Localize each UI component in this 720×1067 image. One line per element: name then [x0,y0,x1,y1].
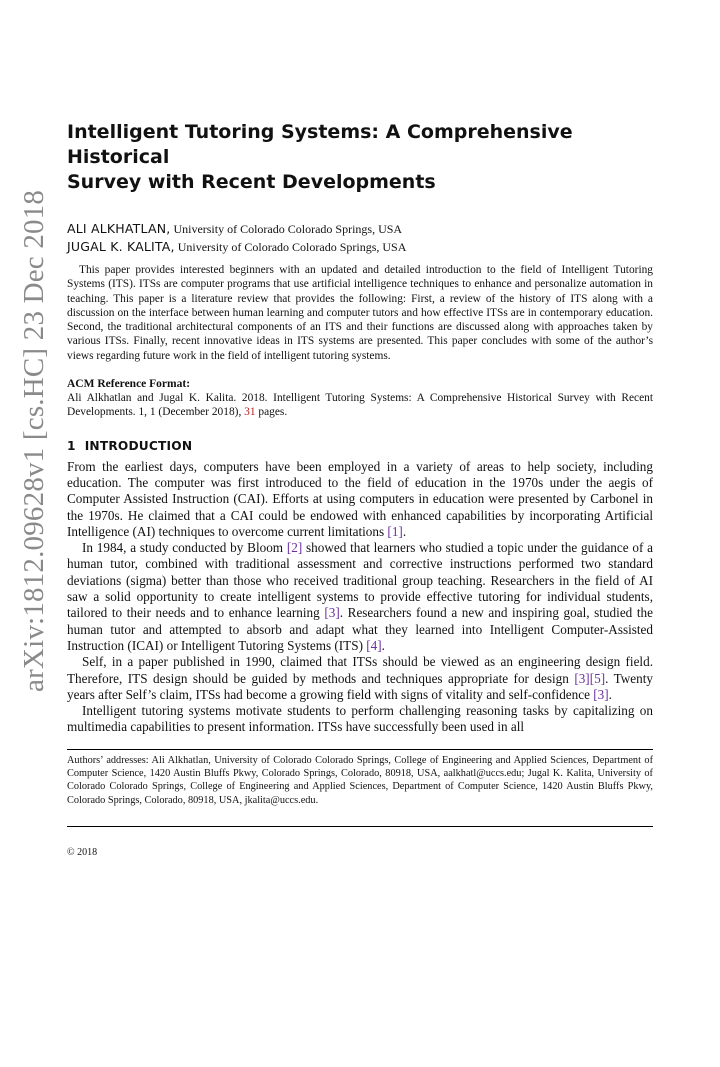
author-2 [67,238,653,256]
paragraph-1-text: From the earliest days, computers have been employed in a variety of areas to help society, including education. The computer was first introduced to the field of education in the 1970s under the aegis of Computer Assisted Instruction (CAI). Efforts at using computers in education were presented by Carbonel in the 1970s. He claimed that a CAI could be endowed with enhanced capabilities by incorporating Artificial Intelligence (AI) techniques to overcome current limitations [67,458,653,539]
author-2-affiliation: University of Colorado Colorado Springs, USA [174,240,407,254]
acm-citation-end: pages. [255,406,288,419]
section-heading [67,439,653,453]
citation-link[interactable]: [1] [387,523,403,539]
abstract: This paper provides interested beginners with an updated and detailed introduction to the field of Intelligent Tutoring Systems (ITS). ITSs are computer programs that use artificial intelligence techniques to enhance and personalize automation in teaching. This paper is a literature review that provides the following: First, a review of the history of ITS along with a discussion on the interface between human learning and computer tutors and how effective ITSs are in contemporary education. Second, the traditional architectural components of an ITS and their functions are discussed along with approaches taken by various ITSs. Finally, recent innovative ideas in ITS systems are presented. This paper concludes with some of the author’s views regarding future work in the field of intelligent tutoring systems. [67,264,653,362]
title-line-2: Survey with Recent Developments [67,171,436,193]
page-count-link[interactable]: 31 [244,406,256,419]
paragraph-2-end: . [381,637,385,653]
title-line-1: Intelligent Tutoring Systems: A Comprehensive Historical [67,121,573,168]
author-2-name: JUGAL K. KALITA, [67,239,175,254]
paragraph-3-end: . [608,686,612,702]
introduction-body [67,459,653,736]
author-1-affiliation: University of Colorado Colorado Springs, USA [170,222,403,236]
copyright-notice: © 2018 [67,846,98,858]
paragraph-4: Intelligent tutoring systems motivate students to perform challenging reasoning tasks by capitalizing on multimedia capabilities to present information. ITSs have successfully been used in all [67,703,653,735]
author-1-name: ALI ALKHATLAN, [67,221,171,236]
paper-page [67,120,653,858]
paragraph-1 [67,459,653,540]
paper-title [67,120,653,195]
acm-reference-text [67,391,653,420]
paragraph-2 [67,540,653,654]
acm-citation: Ali Alkhatlan and Jugal K. Kalita. 2018. Intelligent Tutoring Systems: A Comprehensive Historical Survey with Recent Developments. 1, 1 (December 2018), [67,392,653,419]
bottom-divider [67,826,653,827]
paragraph-2-text: showed that learners who studied a topic under the guidance of a human tutor, combined with traditional assessment and corrective instructions performed two standard deviations (sigma) better than those who received traditional group teaching. Researchers in the field of AI saw a solid opportunity to create intelligent systems to provide effective tutoring for individual students, tailored to their needs and to enhance learning [67,540,653,621]
citation-link[interactable]: [4] [366,637,382,653]
acm-reference-heading: ACM Reference Format: [67,378,191,391]
section-number: 1 [67,438,76,453]
citation-link[interactable]: [3] [593,686,609,702]
paragraph-2-text: In 1984, a study conducted by Bloom [82,540,287,556]
paragraph-3-text: Self, in a paper published in 1990, claimed that ITSs should be viewed as an engineering design field. Therefore, ITS design should be guided by methods and techniques appropriate for design [67,654,653,686]
section-title: INTRODUCTION [84,438,193,453]
footnote-divider [67,749,653,750]
author-1 [67,220,653,238]
paragraph-1-end: . [402,523,407,539]
citation-link[interactable]: [5] [589,670,606,686]
arxiv-stamp: arXiv:1812.09628v1 [cs.HC] 23 Dec 2018 [18,189,50,692]
paragraph-3 [67,654,653,703]
paragraph-3-text: . Twenty years after Self’s claim, ITSs had become a growing field with signs of vitality and self-confidence [67,670,653,702]
paragraph-2-text: . Researchers found a new and inspiring goal, studied the human tutor and attempted to absorb and adapt what they learned into Intelligent Computer-Assisted Instruction (ICAI) or Intelligent Tutoring Systems (ITS) [67,605,653,653]
citation-link[interactable]: [3] [574,670,590,686]
citation-link[interactable]: [2] [286,540,303,556]
authors-addresses-footnote: Authors’ addresses: Ali Alkhatlan, University of Colorado Colorado Springs, College of Engineering and Applied Sciences, Department of Computer Science, 1420 Austin Bluffs Pkwy, Colorado Springs, Colorado, 80918, USA, aalkhatl@uccs.edu; Jugal K. Kalita, University of Colorado Colorado Springs, College of Engineering and Applied Sciences, Department of Computer Science, 1420 Austin Bluffs Pkwy, Colorado Springs, Colorado, 80918, USA, jkalita@uccs.edu. [67,754,653,806]
author-list [67,220,653,256]
citation-link[interactable]: [3] [324,605,340,621]
